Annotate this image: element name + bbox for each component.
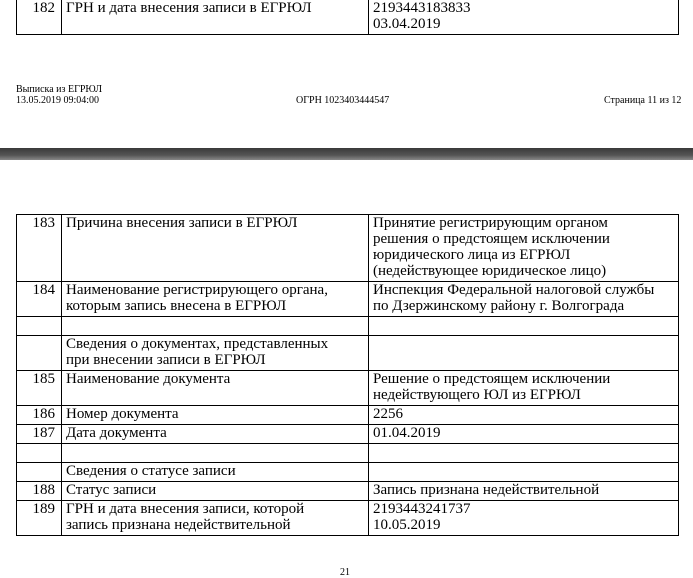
- row-number: 189: [17, 501, 62, 536]
- row-label: [62, 336, 369, 371]
- row-value: [369, 444, 679, 463]
- records-body: [17, 215, 679, 536]
- cell-line: 2193443241737: [373, 501, 471, 517]
- cell-line: Решение о предстоящем исключении: [373, 371, 611, 387]
- cell-line: Наименование документа: [66, 371, 231, 387]
- table-row: [17, 406, 679, 425]
- cell-line: решения о предстоящем исключении: [373, 231, 610, 247]
- row-number: 187: [17, 425, 62, 444]
- row-label: [62, 463, 369, 482]
- row-value: [369, 425, 679, 444]
- row-number: 182: [17, 0, 62, 35]
- cell-line: по Дзержинскому району г. Волгограда: [373, 298, 625, 314]
- table-row: [17, 215, 679, 282]
- footer-datetime: 13.05.2019 09:04:00: [16, 95, 100, 106]
- table-row: [17, 371, 679, 406]
- row-label: [62, 282, 369, 317]
- row-value: [369, 482, 679, 501]
- cell-line: (недействующее юридическое лицо): [373, 263, 607, 279]
- row-number: 183: [17, 215, 62, 282]
- row-number: 188: [17, 482, 62, 501]
- cell-line: 2256: [373, 406, 403, 422]
- table-row: [17, 463, 679, 482]
- row-value: [369, 406, 679, 425]
- row-value: [369, 215, 679, 282]
- table-row: [17, 282, 679, 317]
- cell-line: при внесении записи в ЕГРЮЛ: [66, 352, 266, 368]
- cell-line: Статус записи: [66, 482, 157, 498]
- row-value: [369, 336, 679, 371]
- table-row: [17, 425, 679, 444]
- row-value: [369, 501, 679, 536]
- row-number: [17, 336, 62, 371]
- row-value: [369, 371, 679, 406]
- footer-ogrn: ОГРН 1023403444547: [296, 95, 390, 106]
- row-number: [17, 463, 62, 482]
- cell-line: юридического лица из ЕГРЮЛ: [373, 247, 571, 263]
- table-row: [17, 482, 679, 501]
- top-records-body: [17, 0, 679, 35]
- row-label: [62, 482, 369, 501]
- cell-line: Принятие регистрирующим органом: [373, 215, 608, 231]
- cell-line: 03.04.2019: [373, 16, 441, 32]
- row-number: 185: [17, 371, 62, 406]
- cell-line: которым запись внесена в ЕГРЮЛ: [66, 298, 287, 314]
- cell-line: Дата документа: [66, 425, 167, 441]
- row-label: [62, 406, 369, 425]
- footer-title: Выписка из ЕГРЮЛ: [16, 84, 102, 95]
- page-separator: [0, 148, 693, 160]
- row-label: ГРН и дата внесения записи в ЕГРЮЛ: [62, 0, 369, 35]
- cut-off-page-number: 21: [340, 567, 350, 578]
- row-label: [62, 501, 369, 536]
- table-row: [17, 317, 679, 336]
- row-label: [62, 371, 369, 406]
- cell-line: запись признана недействительной: [66, 517, 291, 533]
- cell-line: 2193443183833: [373, 0, 471, 16]
- cell-line: Запись признана недействительной: [373, 482, 600, 498]
- row-number: [17, 317, 62, 336]
- row-label: [62, 425, 369, 444]
- cell-line: Сведения о статусе записи: [66, 463, 236, 479]
- cell-line: Причина внесения записи в ЕГРЮЛ: [66, 215, 298, 231]
- footer-page-number: Страница 11 из 12: [604, 95, 682, 106]
- row-number: 184: [17, 282, 62, 317]
- table-row: [17, 501, 679, 536]
- top-records-table: [16, 0, 679, 35]
- records-table: [16, 214, 679, 536]
- cell-line: Сведения о документах, представленных: [66, 336, 329, 352]
- row-label: [62, 444, 369, 463]
- cell-line: Номер документа: [66, 406, 179, 422]
- cell-line: Наименование регистрирующего органа,: [66, 282, 328, 298]
- row-label: [62, 317, 369, 336]
- row-number: 186: [17, 406, 62, 425]
- table-row: [17, 444, 679, 463]
- table-row: [17, 0, 679, 35]
- row-value: [369, 282, 679, 317]
- cell-line: 01.04.2019: [373, 425, 441, 441]
- row-value: [369, 463, 679, 482]
- row-value: [369, 0, 679, 35]
- cell-line: недействующего ЮЛ из ЕГРЮЛ: [373, 387, 581, 403]
- cell-line: 10.05.2019: [373, 517, 441, 533]
- row-label: [62, 215, 369, 282]
- cell-line: ГРН и дата внесения записи, которой: [66, 501, 305, 517]
- row-number: [17, 444, 62, 463]
- table-row: [17, 336, 679, 371]
- row-value: [369, 317, 679, 336]
- cell-line: Инспекция Федеральной налоговой службы: [373, 282, 655, 298]
